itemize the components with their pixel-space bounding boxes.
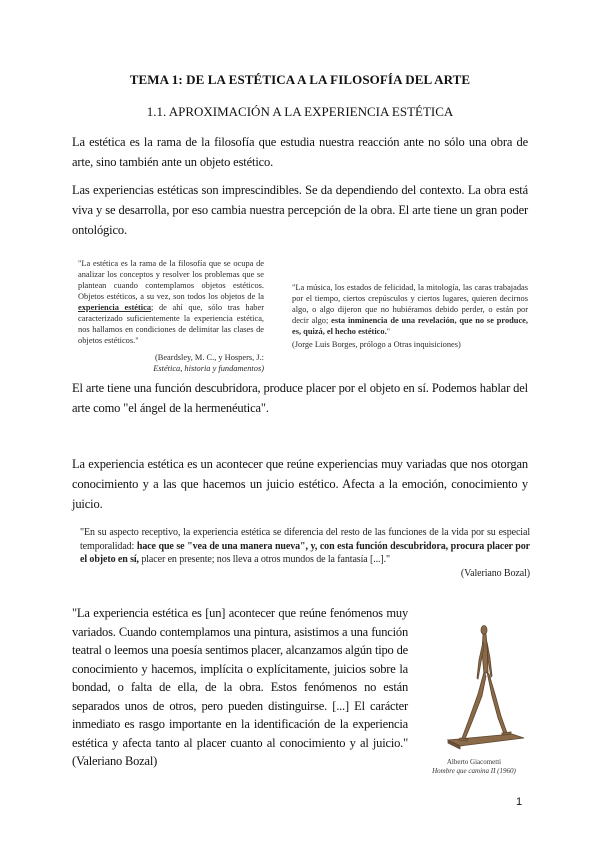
quote-text: "La música, los estados de felicidad, la mitología, las caras trabajadas por el tiempo, ciertos crepúsculos y ciertos lugares, quieren decirnos algo, o algo dijeron que no hubiéramos debido perder, o están por decir algo; [292, 283, 528, 325]
quote-bozal [80, 526, 530, 580]
source-line: (Beardsley, M. C., y Hospers, J.: [154, 353, 264, 362]
quote-text: ; de ahí que, sólo tras haber caracterizado suficientemente la experiencia estética, nos hallamos en condiciones de delimitar las clases de objetos estéticos." [78, 303, 264, 345]
paragraph-intro: La estética es la rama de la filosofía que estudia nuestra reacción ante no sólo una obra de arte, sino también ante un objeto estético. [72, 135, 528, 169]
quote-text: placer en presente; nos lleva a otros mundos de la fantasía [...]." [138, 554, 391, 565]
quote-beardsley-source [78, 352, 264, 374]
source-line: Estética, historia y fundamentos) [153, 364, 264, 373]
quote-beardsley-text [78, 258, 264, 346]
section-subtitle: 1.1. APROXIMACIÓN A LA EXPERIENCIA ESTÉTICA [146, 104, 454, 119]
quote-borges-source: (Jorge Luis Borges, prólogo a Otras inquisiciones) [292, 340, 461, 349]
quote-bozal-source: (Valeriano Bozal) [460, 567, 530, 579]
quote-emphasis: esta inminencia de una revelación, que no se produce, es, quizá, el hecho estético. [292, 316, 528, 336]
walking-man-sculpture-image [440, 622, 530, 752]
sculpture-caption [412, 758, 536, 775]
quote-text: "En su aspecto receptivo, la experiencia estética se diferencia del resto de las funciones de la vida por su especial temporalidad: [80, 527, 530, 552]
paragraph-bozal-long-quote: "La experiencia estética es [un] acontecer que reúne fenómenos muy variados. Cuando contemplamos una pintura, asistimos a una función teatral o leemos una poesía sentimos placer, alcanzamos algún tipo de conocimiento y hacemos, implícita o explícitamente, juicios sobre la bondad, o falta de ella, de la obra. Estos fenómenos no están separados unos de otros, pero pueden distinguirse. [...] El carácter inmediato es rasgo importante en la identificación de la experiencia estética y afecta tanto al placer cuanto al conocimiento y al juicio." (Valeriano Bozal) [72, 606, 408, 768]
paragraph-experiencias: Las experiencias estéticas son imprescindibles. Se da dependiendo del contexto. La obra está viva y se desarrolla, por eso cambia nuestra percepción de la obra. El arte tiene un gran poder ontológico. [72, 183, 528, 237]
paragraph-funcion-descubridora: El arte tiene una función descubridora, produce placer por el objeto en sí. Podemos hablar del arte como "el ángel de la hermenéutica". [72, 381, 528, 415]
quote-borges-text [292, 282, 528, 337]
caption-artist: Alberto Giacometti [446, 758, 502, 766]
quote-beardsley [78, 258, 264, 374]
quote-borges [292, 282, 528, 350]
quote-emphasis: experiencia estética [78, 303, 152, 312]
paragraph-experiencia-estetica: La experiencia estética es un acontecer que reúne experiencias muy variadas que nos otorgan conocimiento y a las que hacemos un juicio estético. Afecta a la emoción, conocimiento y juicio. [72, 457, 528, 511]
quote-bozal-text [80, 526, 530, 567]
caption-work-title: Hombre que camina II (1960) [432, 766, 516, 775]
quote-text: " [386, 327, 391, 336]
page-number: 1 [516, 796, 523, 808]
quote-emphasis: hace que se "vea de una manera nueva", y, con esta función descubridora, procura placer por el objeto en sí, [80, 540, 531, 565]
page-title: TEMA 1: DE LA ESTÉTICA A LA FILOSOFÍA DEL ARTE [129, 72, 471, 87]
quote-text: "La estética es la rama de la filosofía que se ocupa de analizar los conceptos y resolver los problemas que se plantean cuando contemplamos objetos estéticos. Objetos estéticos, a su vez, son todos los objetos de la [78, 259, 264, 301]
